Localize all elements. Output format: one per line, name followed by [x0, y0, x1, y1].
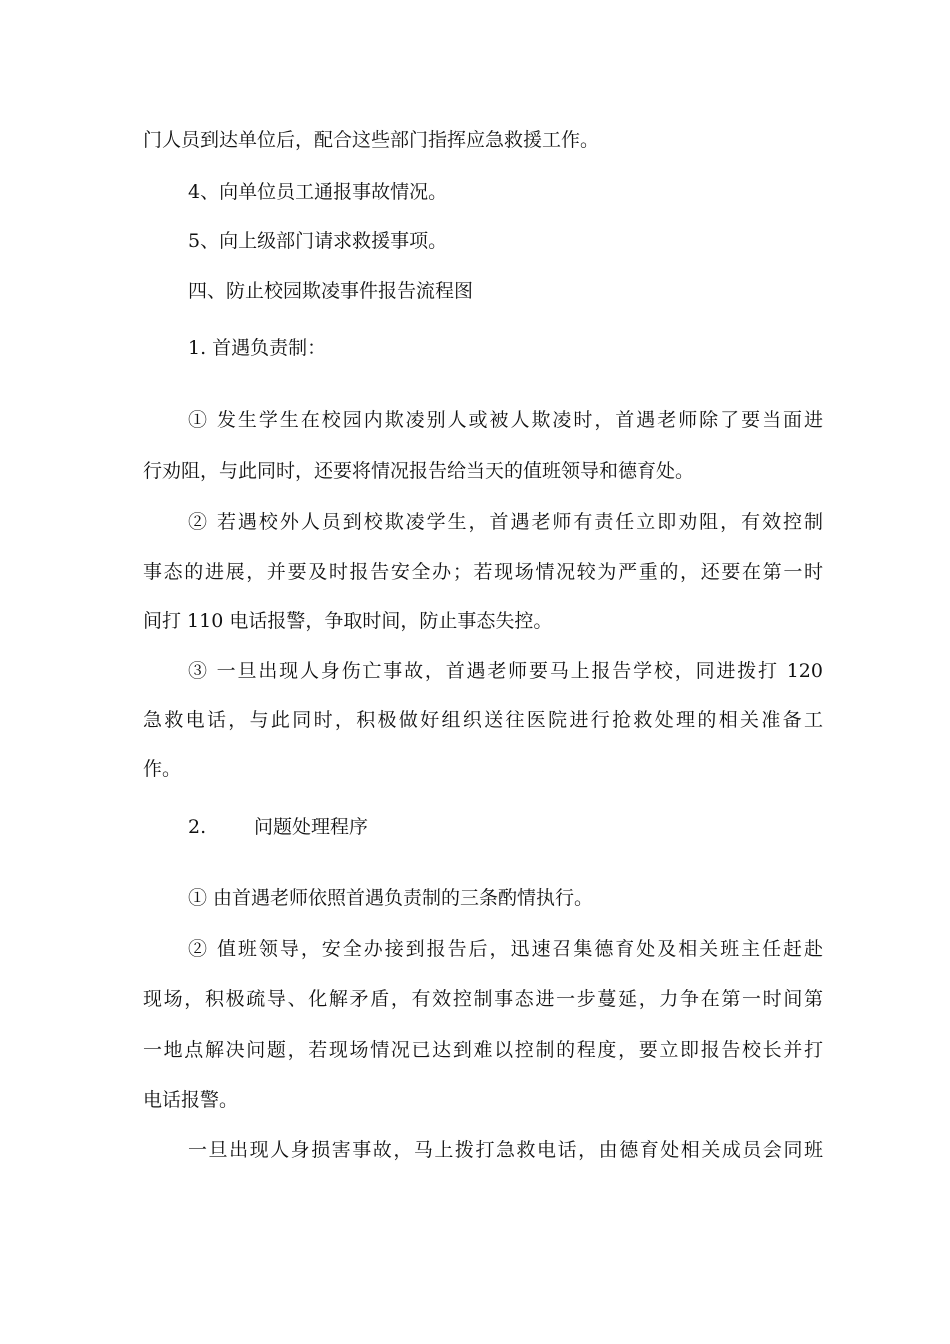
paragraph-2-line-1: ② 若遇校外人员到校欺凌学生，首遇老师有责任立即劝阻，有效控制	[188, 511, 823, 533]
paragraph-1-line-2: 行劝阻，与此同时，还要将情况报告给当天的值班领导和德育处。	[143, 460, 695, 482]
paragraph-5-line-3: 一地点解决问题，若现场情况已达到难以控制的程度，要立即报告校长并打	[143, 1039, 823, 1061]
text-line-1: 门人员到达单位后，配合这些部门指挥应急救援工作。	[143, 129, 600, 151]
paragraph-4-line-1: ① 由首遇老师依照首遇负责制的三条酌情执行。	[188, 887, 594, 909]
paragraph-5-line-1: ② 值班领导，安全办接到报告后，迅速召集德育处及相关班主任赶赴	[188, 938, 823, 960]
paragraph-6-line-1: 一旦出现人身损害事故，马上拨打急救电话，由德育处相关成员会同班	[188, 1139, 823, 1161]
subsection-heading-1: 1. 首遇负责制：	[188, 337, 327, 359]
list-item-4: 4、向单位员工通报事故情况。	[188, 181, 448, 203]
paragraph-3-line-3: 作。	[143, 758, 182, 780]
paragraph-5-line-4: 电话报警。	[143, 1089, 239, 1111]
paragraph-3-line-2: 急救电话，与此同时，积极做好组织送往医院进行抢救处理的相关准备工	[143, 709, 823, 731]
paragraph-2-line-2: 事态的进展，并要及时报告安全办；若现场情况较为严重的，还要在第一时	[143, 561, 823, 583]
paragraph-5-line-2: 现场，积极疏导、化解矛盾，有效控制事态进一步蔓延，力争在第一时间第	[143, 988, 823, 1010]
subsection-number: 2.	[188, 816, 207, 838]
paragraph-2-line-3: 间打 110 电话报警，争取时间，防止事态失控。	[143, 610, 553, 632]
subsection-title: 问题处理程序	[254, 816, 369, 838]
subsection-heading-2	[188, 815, 823, 839]
paragraph-3-line-1: ③ 一旦出现人身伤亡事故，首遇老师要马上报告学校，同进拨打 120	[188, 660, 823, 682]
list-item-5: 5、向上级部门请求救援事项。	[188, 230, 448, 252]
section-heading: 四、防止校园欺凌事件报告流程图	[188, 280, 474, 302]
paragraph-1-line-1: ① 发生学生在校园内欺凌别人或被人欺凌时，首遇老师除了要当面进	[188, 409, 823, 431]
